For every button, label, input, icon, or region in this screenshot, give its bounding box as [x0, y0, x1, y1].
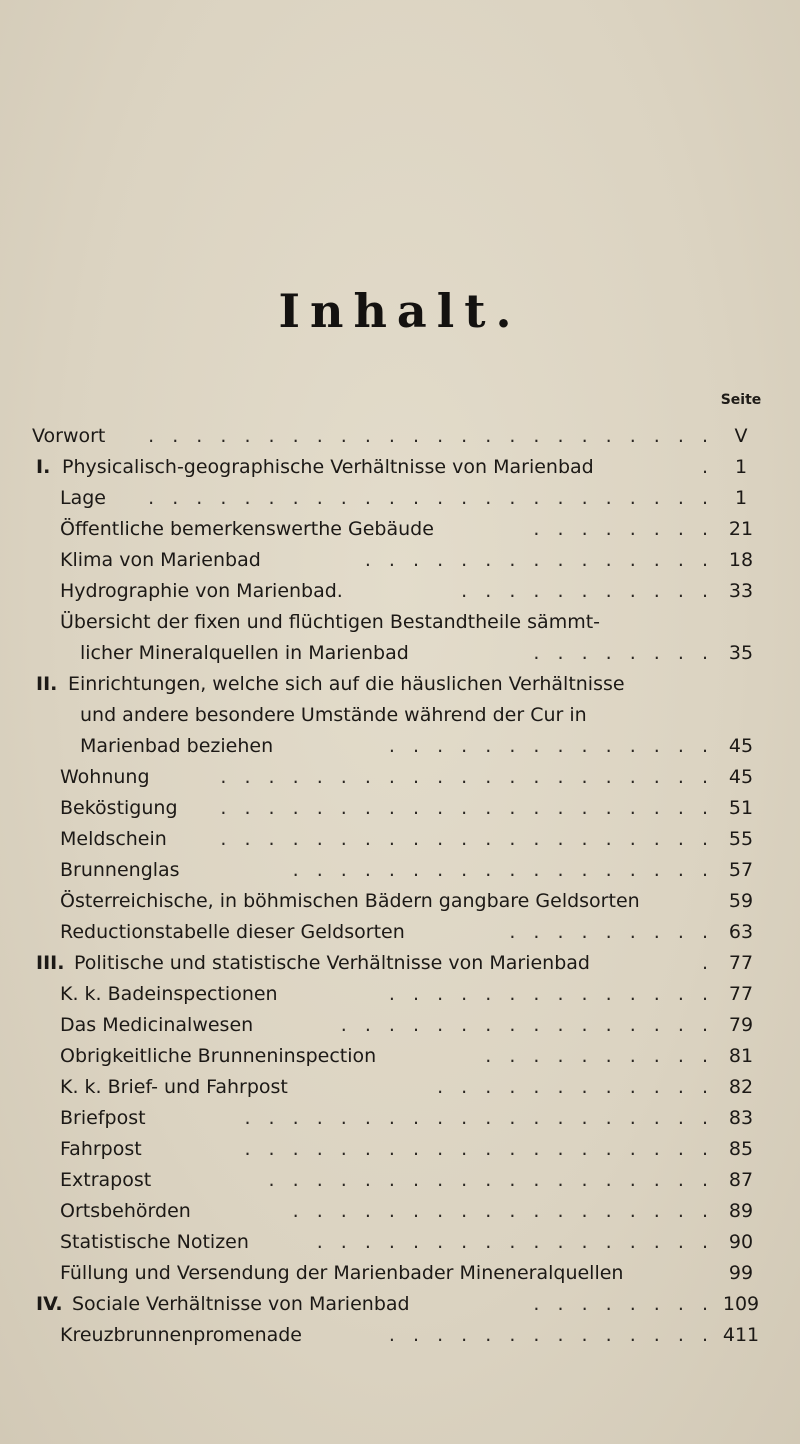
leader-dots: . . . . . . . . . . . . . . . . .	[316, 1231, 714, 1253]
toc-entry	[36, 672, 800, 696]
section-number: II.	[36, 673, 58, 695]
leader-dots: . . . . . . . . . .	[485, 1045, 714, 1067]
entry-title: Physicalisch-geographische Verhältnisse von Marienbad	[62, 456, 594, 478]
toc-entry	[80, 734, 800, 758]
entry-title: Einrichtungen, welche sich auf die häuslichen Verhältnisse	[68, 673, 625, 695]
page-number: 35	[728, 642, 754, 664]
toc-entry	[60, 796, 800, 820]
entry-title: Klima von Marienbad	[60, 549, 261, 571]
leader-dots: . . . . . . . . . . . .	[437, 1076, 714, 1098]
page-number: 85	[728, 1138, 754, 1160]
entry-title: Beköstigung	[60, 797, 178, 819]
leader-dots: . . . . . . . . . . . . . . . . . . . . .	[220, 797, 714, 819]
toc-entry	[36, 455, 800, 479]
section-number: I.	[36, 456, 51, 478]
toc-entry	[36, 1292, 800, 1316]
page-number: 89	[728, 1200, 754, 1222]
page-number: 57	[728, 859, 754, 881]
page-number: 81	[728, 1045, 754, 1067]
leader-dots: . . . . . . . .	[533, 518, 714, 540]
leader-dots: . . . . . . . . . . . . . . . . . . . .	[244, 1138, 714, 1160]
entry-title: Obrigkeitliche Brunneninspection	[60, 1045, 377, 1067]
page-number: 45	[728, 766, 754, 788]
leader-dots: . . . . . . . . . . . . . . . . . . . . .	[220, 828, 714, 850]
toc-entry	[60, 517, 800, 541]
page-number: 33	[728, 580, 754, 602]
entry-title: licher Mineralquellen in Marienbad	[80, 642, 409, 664]
entry-title: Ortsbehörden	[60, 1200, 191, 1222]
entry-title: Kreuzbrunnenpromenade	[60, 1324, 302, 1346]
toc-entry	[60, 765, 800, 789]
entry-title: Brunnenglas	[60, 859, 180, 881]
toc-entry	[60, 1230, 800, 1254]
toc-entry	[60, 1261, 800, 1285]
entry-title: Fahrpost	[60, 1138, 142, 1160]
page-number: 90	[728, 1231, 754, 1253]
entry-title: K. k. Badeinspectionen	[60, 983, 278, 1005]
entry-title: Übersicht der fixen und flüchtigen Bestandtheile sämmt-	[60, 611, 601, 633]
entry-title: Reductionstabelle dieser Geldsorten	[60, 921, 405, 943]
leader-dots: . . . . . . . .	[533, 1293, 714, 1315]
entry-title: Vorwort	[32, 425, 106, 447]
toc-entry	[60, 827, 800, 851]
toc-entry	[60, 579, 800, 603]
entry-title: Politische und statistische Verhältnisse von Marienbad	[74, 952, 590, 974]
page-number: 79	[728, 1014, 754, 1036]
toc-entry	[60, 1075, 800, 1099]
toc-entry	[60, 1013, 800, 1037]
entry-title: Meldschein	[60, 828, 167, 850]
toc-entry	[32, 424, 800, 448]
page-title: Inhalt.	[278, 284, 522, 338]
page-number: 51	[728, 797, 754, 819]
page-number: 411	[722, 1324, 760, 1346]
leader-dots: . . . . . . . . . . . . . .	[388, 1324, 714, 1346]
leader-dots: .	[701, 456, 714, 478]
leader-dots: . . . . . . . . . . . . . . . . . . . . . . . .	[148, 425, 714, 447]
leader-dots: . . . . . . . . . . . . . . . . . . . .	[244, 1107, 714, 1129]
toc-entry	[60, 920, 800, 944]
leader-dots: . . . . . . . . . . . . . .	[388, 983, 714, 1005]
toc-entry	[60, 1106, 800, 1130]
leader-dots: . . . . . . . . . . . . . . . . . . .	[268, 1169, 714, 1191]
page-number: 83	[728, 1107, 754, 1129]
page-number: 55	[728, 828, 754, 850]
entry-title: Das Medicinalwesen	[60, 1014, 254, 1036]
leader-dots: . . . . . . . . . . . . . .	[388, 735, 714, 757]
page-number: 99	[728, 1262, 754, 1284]
entry-title: K. k. Brief- und Fahrpost	[60, 1076, 288, 1098]
leader-dots: . . . . . . . . . . . . . . . .	[340, 1014, 714, 1036]
page-number: 1	[734, 487, 748, 509]
page-number: V	[734, 425, 748, 447]
page-number: 77	[728, 983, 754, 1005]
entry-title: Statistische Notizen	[60, 1231, 249, 1253]
entry-title: Lage	[60, 487, 106, 509]
entry-title: Öffentliche bemerkenswerthe Gebäude	[60, 518, 434, 540]
section-number: III.	[36, 952, 65, 974]
toc-entry	[60, 1199, 800, 1223]
entry-title: Hydrographie von Marienbad.	[60, 580, 343, 602]
leader-dots: . . . . . . . . . . .	[461, 580, 714, 602]
leader-dots: . . . . . . . . . . . . . . . . . .	[292, 1200, 714, 1222]
leader-dots: . . . . . . . . . . . . . . .	[364, 549, 714, 571]
page-number: 77	[728, 952, 754, 974]
entry-title: Füllung und Versendung der Marienbader Mineneralquellen	[60, 1262, 624, 1284]
entry-title: Österreichische, in böhmischen Bädern gangbare Geldsorten	[60, 890, 640, 912]
toc-entry	[60, 486, 800, 510]
entry-title: Sociale Verhältnisse von Marienbad	[72, 1293, 410, 1315]
page-number: 82	[728, 1076, 754, 1098]
toc-entry	[60, 1044, 800, 1068]
section-number: IV.	[36, 1293, 63, 1315]
leader-dots: . . . . . . . . .	[509, 921, 714, 943]
entry-title: Extrapost	[60, 1169, 152, 1191]
seite-column-label: Seite	[720, 392, 762, 408]
leader-dots: . . . . . . . . . . . . . . . . . .	[292, 859, 714, 881]
toc-entry	[60, 610, 800, 634]
entry-title: Briefpost	[60, 1107, 146, 1129]
leader-dots: .	[701, 952, 714, 974]
entry-title: Wohnung	[60, 766, 150, 788]
page-number: 1	[734, 456, 748, 478]
toc-entry	[60, 858, 800, 882]
toc-entry	[60, 548, 800, 572]
page-number: 21	[728, 518, 754, 540]
page-number: 63	[728, 921, 754, 943]
entry-title: und andere besondere Umstände während der Cur in	[80, 704, 587, 726]
toc-entry	[36, 951, 800, 975]
toc-entry	[60, 1323, 800, 1347]
toc-entry	[60, 889, 800, 913]
page-number: 18	[728, 549, 754, 571]
leader-dots: . . . . . . . .	[533, 642, 714, 664]
toc-entry	[60, 1168, 800, 1192]
toc-entry	[60, 982, 800, 1006]
page-number: 45	[728, 735, 754, 757]
page-number: 87	[728, 1169, 754, 1191]
page-number: 59	[728, 890, 754, 912]
page-number: 109	[722, 1293, 760, 1315]
toc-entry	[60, 1137, 800, 1161]
toc-entry	[80, 641, 800, 665]
entry-title: Marienbad beziehen	[80, 735, 274, 757]
leader-dots: . . . . . . . . . . . . . . . . . . . . .	[220, 766, 714, 788]
toc-entry	[80, 703, 800, 727]
leader-dots: . . . . . . . . . . . . . . . . . . . . . . . .	[148, 487, 714, 509]
